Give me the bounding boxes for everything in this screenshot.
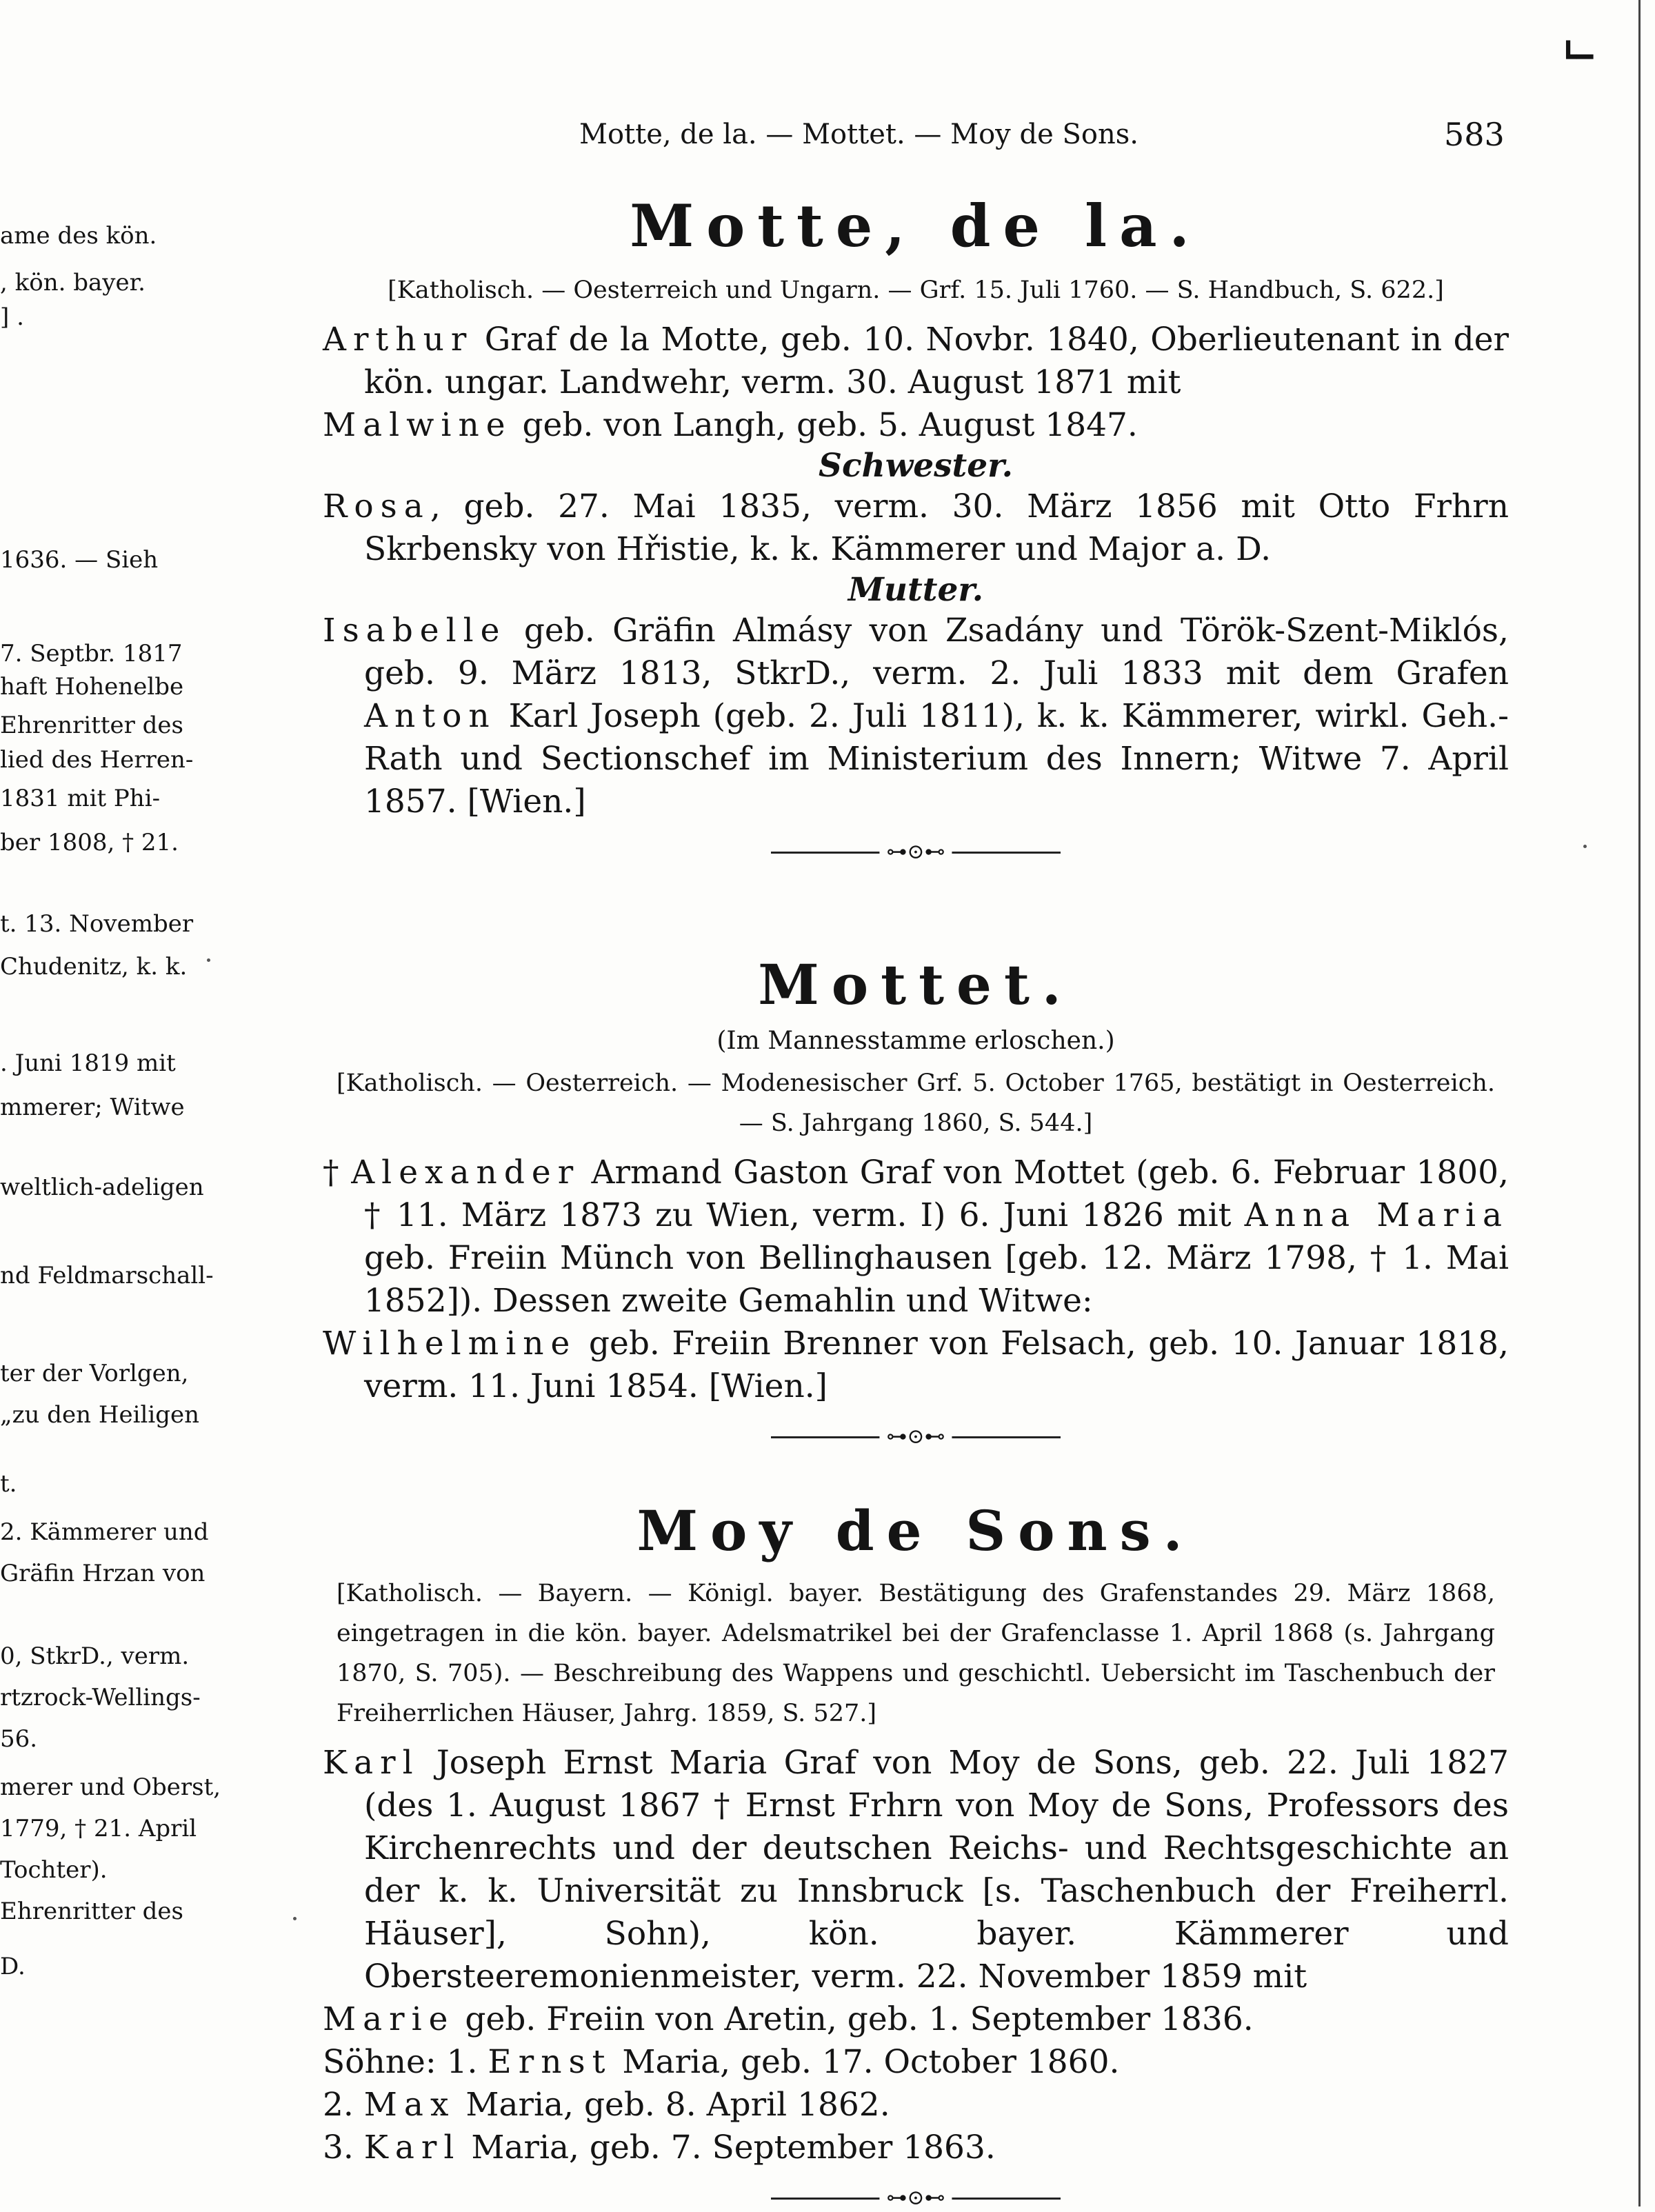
entry-wilhelmine [323, 1323, 1509, 1408]
entry-text: Maria, geb. 17. October 1860. [612, 2043, 1120, 2081]
left-fragment: merer und Oberst, [0, 1773, 221, 1801]
entry-name: Anna Maria [1244, 1196, 1509, 1234]
running-head: Motte, de la. — Mottet. — Moy de Sons. [579, 119, 1139, 150]
left-fragment: Gräfin Hrzan von [0, 1560, 205, 1587]
ornament: ⊶⊙⊷ [879, 2186, 952, 2210]
ornament: ⊶⊙⊷ [879, 840, 952, 864]
left-fragment: Ehrenritter des [0, 1898, 183, 1925]
left-fragment: ame des kön. [0, 222, 157, 250]
section-note: [Katholisch. — Oesterreich und Ungarn. — Grf. 15. Juli 1760. — S. Handbuch, S. 622.] [388, 276, 1444, 304]
left-fragment: weltlich-adeligen [0, 1174, 204, 1201]
entry-name: Karl [323, 1744, 420, 1782]
entry-son-max [323, 2084, 1509, 2126]
entry-name: Isabelle [323, 612, 507, 650]
left-fragment: mmerer; Witwe [0, 1094, 185, 1121]
label-mother: Mutter. [847, 571, 984, 609]
label-sister: Schwester. [819, 447, 1013, 485]
entry-name: Alexander [351, 1154, 581, 1192]
left-fragment: 1779, † 21. April [0, 1815, 197, 1842]
entry-name: Ernst [488, 2043, 612, 2081]
section-divider [771, 838, 1061, 866]
entry-name: Max [363, 2086, 456, 2124]
sons-label: Söhne: [323, 2043, 447, 2081]
left-fragment: t. 13. November [0, 910, 194, 938]
entry-number: 3. [323, 2129, 364, 2166]
entry-text: Karl Joseph (geb. 2. Juli 1811), k. k. Kämmerer, wirkl. Geh.-Rath und Sectionschef im Ministerium des Innern; Witwe 7. April 1857. [Wien.] [364, 697, 1509, 821]
left-fragment: Ehrenritter des [0, 712, 183, 739]
scan-speck [1583, 845, 1587, 848]
entry-name: Arthur [323, 321, 474, 359]
section-moy-de-sons [323, 1492, 1509, 2212]
left-fragment: „zu den Heiligen [0, 1401, 199, 1429]
page-number: 583 [1444, 116, 1505, 153]
entry-number: 1. [446, 2043, 488, 2081]
scan-edge-mark: ┗━ [1560, 41, 1594, 73]
left-fragment: rtzrock-Wellings- [0, 1684, 201, 1711]
entry-name: Malwine [323, 406, 512, 444]
entry-alexander [323, 1152, 1509, 1323]
scan-speck [207, 958, 210, 962]
section-divider [771, 1423, 1061, 1451]
entry-number: 2. [323, 2086, 364, 2124]
entry-son-ernst [323, 2041, 1509, 2084]
left-fragment: 1636. — Sieh [0, 546, 159, 574]
section-note: [Katholisch. — Bayern. — Königl. bayer. Bestätigung des Grafenstandes 29. März 1868, eingetragen in die kön. bayer. Adelsmatrikel bei der Grafenclasse 1. April 1868 (s. Jahrgang 1870, S. 705). — Beschreibung des Wappens und geschichtl. Uebersicht im Taschenbuch der Freiherrlichen Häuser, Jahrg. 1859, S. 527.] [337, 1580, 1495, 1727]
section-mottet [323, 946, 1509, 1451]
section-title: Mottet. [758, 952, 1074, 1017]
entry-text: geb. von Langh, geb. 5. August 1847. [512, 406, 1138, 444]
entry-text: geb. Gräfin Almásy von Zsadány und Török-Szent-Miklós, geb. 9. März 1813, StkrD., verm. 2. Juli 1833 mit dem Grafen [364, 612, 1509, 692]
left-fragment: 7. Septbr. 1817 [0, 640, 183, 667]
left-fragment: . Juni 1819 mit [0, 1049, 176, 1077]
scan-edge-line [1638, 0, 1641, 2206]
entry-marie [323, 1998, 1509, 2041]
left-fragment: D. [0, 1953, 26, 1980]
entry-name: Wilhelmine [323, 1325, 577, 1363]
section-subtitle: (Im Mannesstamme erloschen.) [716, 1027, 1115, 1055]
entry-name: Marie [323, 2000, 455, 2038]
entry-name: Rosa [323, 487, 430, 525]
entry-text: Graf de la Motte, geb. 10. Novbr. 1840, Oberlieutenant in der kön. ungar. Landwehr, verm. 30. August 1871 mit [364, 321, 1509, 401]
entry-text: , geb. 27. Mai 1835, verm. 30. März 1856 mit Otto Frhrn Skrbensky von Hřistie, k. k. Kämmerer und Major a. D. [364, 487, 1509, 568]
left-fragment: Tochter). [0, 1856, 108, 1884]
left-fragment: 2. Kämmerer und [0, 1518, 209, 1546]
entry-text: Maria, geb. 7. September 1863. [461, 2129, 996, 2166]
left-fragment: Chudenitz, k. k. [0, 953, 188, 981]
left-fragment: , kön. bayer. [0, 269, 146, 296]
left-fragment: t. [0, 1470, 17, 1498]
entry-name: Anton [364, 697, 496, 735]
left-fragment: ber 1808, † 21. [0, 829, 179, 856]
entry-isabelle [323, 610, 1509, 823]
left-fragment: lied des Herren- [0, 746, 194, 774]
main-column [323, 186, 1509, 2212]
entry-son-karl [323, 2126, 1509, 2169]
left-fragment: haft Hohenelbe [0, 673, 184, 701]
entry-text: Maria, geb. 8. April 1862. [455, 2086, 890, 2124]
death-mark: † [323, 1154, 352, 1192]
left-fragment: ter der Vorlgen, [0, 1360, 189, 1387]
section-divider [771, 2184, 1061, 2212]
entry-text: geb. Freiin Münch von Bellinghausen [geb. 12. März 1798, † 1. Mai 1852]). Dessen zweite Gemahlin und Witwe: [364, 1239, 1509, 1320]
entry-text: Armand Gaston Graf von Mottet (geb. 6. Februar 1800, † 11. März 1873 zu Wien, verm. I) 6. Juni 1826 mit [364, 1154, 1509, 1234]
scan-speck [293, 1917, 297, 1920]
left-fragment: 56. [0, 1725, 38, 1753]
entry-name: Karl [363, 2129, 461, 2166]
entry-arthur [323, 319, 1509, 404]
section-title: Moy de Sons. [636, 1498, 1195, 1563]
entry-karl-joseph [323, 1742, 1509, 1998]
entry-rosa [323, 485, 1509, 571]
section-title: Motte, de la. [630, 192, 1202, 260]
left-fragment: ] . [0, 303, 24, 331]
ornament: ⊶⊙⊷ [879, 1425, 952, 1449]
section-note: [Katholisch. — Oesterreich. — Modenesischer Grf. 5. October 1765, bestätigt in Oesterreich. — S. Jahrgang 1860, S. 544.] [337, 1069, 1495, 1137]
section-motte-de-la [323, 186, 1509, 866]
left-fragment: 1831 mit Phi- [0, 785, 161, 812]
left-fragment: nd Feldmarschall- [0, 1262, 214, 1289]
left-fragment: 0, StkrD., verm. [0, 1642, 190, 1670]
entry-malwine [323, 404, 1509, 447]
entry-text: Joseph Ernst Maria Graf von Moy de Sons, geb. 22. Juli 1827 (des 1. August 1867 † Ernst Frhrn von Moy de Sons, Professors des Kirchenrechts und der deutschen Reichs- und Rechtsgeschichte an der k. k. Universität zu Innsbruck [s. Taschenbuch der Freiherrl. Häuser], Sohn), kön. bayer. Kämmerer und Obersteeremonienmeister, verm. 22. November 1859 mit [364, 1744, 1509, 1995]
entry-text: geb. Freiin Brenner von Felsach, geb. 10. Januar 1818, verm. 11. Juni 1854. [Wien.] [364, 1325, 1509, 1405]
entry-text: geb. Freiin von Aretin, geb. 1. September 1836. [454, 2000, 1254, 2038]
